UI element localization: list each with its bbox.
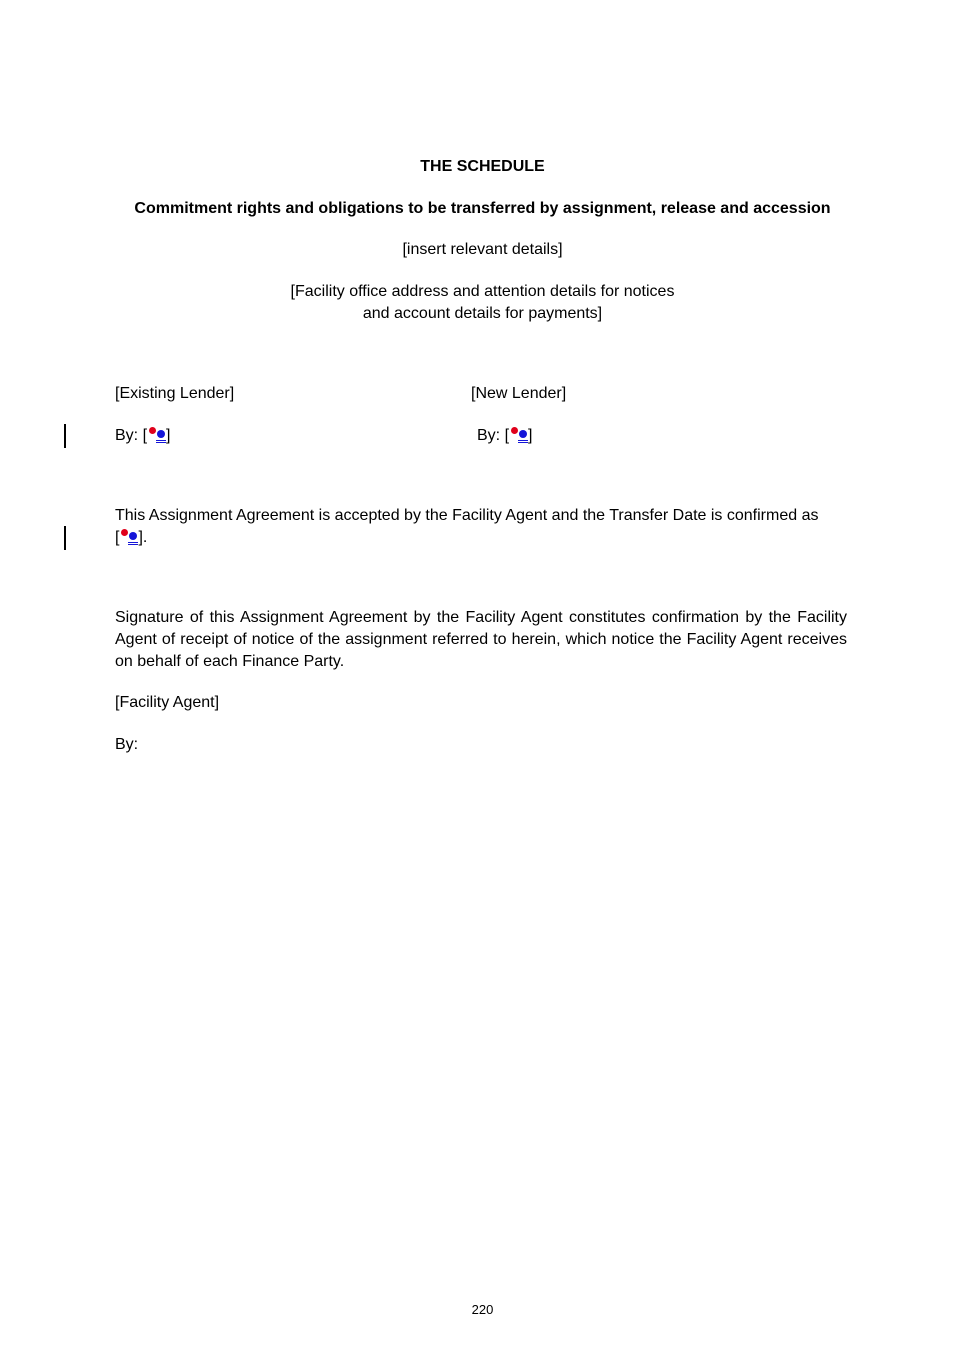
redline-bullet-icon [119,528,138,544]
by-prefix: By: [ [477,427,510,444]
facility-agent-by-label: By: [115,736,139,753]
facility-agent-label: [Facility Agent] [115,694,220,711]
change-bar-icon [64,424,66,448]
schedule-title: THE SCHEDULE [420,158,545,175]
schedule-subtitle: Commitment rights and obligations to be transferred by assignment, release and accession [134,200,831,217]
bracket-open: [ [115,529,120,546]
address-line-2: and account details for payments] [362,305,603,322]
existing-lender-signature-line [115,425,170,447]
new-lender-label: [New Lender] [471,385,567,402]
existing-lender-label: [Existing Lender] [115,385,235,402]
redline-bullet-icon [147,426,166,442]
change-bar-icon [64,526,66,550]
bracket-close: ] [528,427,533,444]
by-prefix: By: [ [115,427,148,444]
bracket-close-period: ]. [138,529,148,546]
confirmation-paragraph: Signature of this Assignment Agreement by the Facility Agent constitutes confirmation by the Facility Agent of receipt of notice of the assignment referred to herein, which notice the Facility Agent receives on behalf of each Finance Party. [115,609,847,670]
acceptance-text: This Assignment Agreement is accepted by the Facility Agent and the Transfer Date is confirmed as [115,507,819,524]
acceptance-paragraph [115,505,847,527]
page-number: 220 [471,1302,494,1317]
redline-bullet-icon [509,426,528,442]
insert-details-placeholder: [insert relevant details] [402,241,563,258]
address-line-1: [Facility office address and attention details for notices [290,283,675,300]
transfer-date-line [115,527,147,549]
bracket-close: ] [166,427,171,444]
new-lender-signature-line [477,425,532,447]
